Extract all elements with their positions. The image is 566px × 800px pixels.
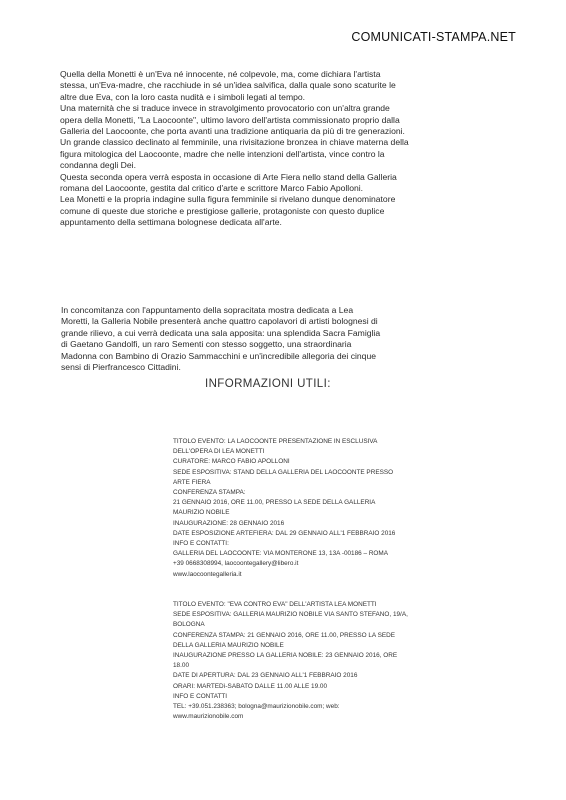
info-line: ORARI: MARTEDì-SABATO DALLE 11.00 ALLE 19.00 xyxy=(173,682,328,690)
info-line: DATE DI APERTURA: DAL 23 GENNAIO ALL'1 FEBBRAIO 2016 xyxy=(173,672,358,680)
info-line: INFO E CONTATTI: xyxy=(173,540,229,548)
info-block-eva xyxy=(173,600,408,722)
info-line: SEDE ESPOSITIVA: STAND DELLA GALLERIA DEL LAOCOONTE PRESSO ARTE FIERA xyxy=(173,468,394,486)
info-line: CURATORE: MARCO FABIO APOLLONI xyxy=(173,458,290,466)
site-header: COMUNICATI-STAMPA.NET xyxy=(351,30,516,44)
info-line: TEL: +39.051.238363; bologna@maurizionobile.com; web: www.maurizionobile.com xyxy=(173,703,340,721)
info-line: +39 0668308994, laocoontegallery@libero.it xyxy=(173,560,299,568)
info-line: INAUGURAZIONE: 28 GENNAIO 2016 xyxy=(173,519,285,527)
info-block-laocoonte xyxy=(173,437,403,580)
info-line: 21 GENNAIO 2016, ORE 11.00, PRESSO LA SEDE DELLA GALLERIA MAURIZIO NOBILE xyxy=(173,499,375,517)
paragraph: Una maternità che si traduce invece in stravolgimento provocatorio con un'altra grande opera della Monetti, "La Laocoonte", ultimo lavoro dell'artista commissionato proprio dalla Galleria del Laocoonte, che porta avanti una tradizione antiquaria da più di tre generazioni. Un grande classico declinato al femminile, una rivisitazione bronzea in chiave materna della figura mitologica del Laocoonte, madre che nelle intenzioni dell'artista, vince contro la condanna degli Dei. xyxy=(60,103,409,171)
info-line: CONFERENZA STAMPA: xyxy=(173,489,246,497)
info-line: SEDE ESPOSITIVA: GALLERIA MAURIZIO NOBILE VIA SANTO STEFANO, 19/A, BOLOGNA xyxy=(173,611,408,629)
info-line: DATE ESPOSIZIONE ARTEFIERA: DAL 29 GENNAIO ALL'1 FEBBRAIO 2016 xyxy=(173,529,396,537)
paragraph: In concomitanza con l'appuntamento della sopracitata mostra dedicata a Lea Moretti, la Galleria Nobile presenterà anche quattro capolavori di artisti bolognesi di grande rilievo, a cui verrà dedicata una sala apposita: una splendida Sacra Famiglia di Gaetano Gandolfi, un raro Sementi con stesso soggetto, una straordinaria Madonna con Bambino di Orazio Sammacchini e un'incredibile allegoria dei cinque sensi di Pierfrancesco Cittadini. xyxy=(61,305,381,373)
paragraph: Lea Monetti e la propria indagine sulla figura femminile si rivelano dunque denominatore comune di queste due storiche e prestigiose gallerie, protagoniste con questo duplice appuntamento della settimana bolognese dedicata all'arte. xyxy=(60,194,396,228)
info-line: GALLERIA DEL LAOCOONTE: VIA MONTERONE 13, 13A -00186 – ROMA xyxy=(173,550,388,558)
section-title: INFORMAZIONI UTILI: xyxy=(205,378,331,390)
info-line: TITOLO EVENTO: LA LAOCOONTE PRESENTAZIONE IN ESCLUSIVA DELL'OPERA DI LEA MONETTI xyxy=(173,438,378,456)
body-text xyxy=(60,69,410,229)
info-line: CONFERENZA STAMPA: 21 GENNAIO 2016, ORE 11.00, PRESSO LA SEDE DELLA GALLERIA MAURIZIO NOBILE xyxy=(173,631,395,649)
info-line: TITOLO EVENTO: "EVA CONTRO EVA" DELL'ARTISTA LEA MONETTI xyxy=(173,601,377,608)
body-text-second xyxy=(61,305,381,373)
info-link[interactable]: www.laocoontegalleria.it xyxy=(173,570,242,578)
info-line: INFO E CONTATTI xyxy=(173,692,228,700)
paragraph: Quella della Monetti è un'Eva né innocente, né colpevole, ma, come dichiara l'artista stessa, un'Eva-madre, che racchiude in sé un'idea salvifica, dalla quale sono scaturite le altre due Eva, con la loro casta nudità e i simboli legati al tempo. xyxy=(60,69,396,102)
info-line: INAUGURAZIONE PRESSO LA GALLERIA NOBILE: 23 GENNAIO 2016, ORE 18.00 xyxy=(173,652,398,670)
paragraph: Questa seconda opera verrà esposta in occasione di Arte Fiera nello stand della Galleria romana del Laocoonte, gestita dal critico d'arte e scrittore Marco Fabio Apolloni. xyxy=(60,171,397,194)
